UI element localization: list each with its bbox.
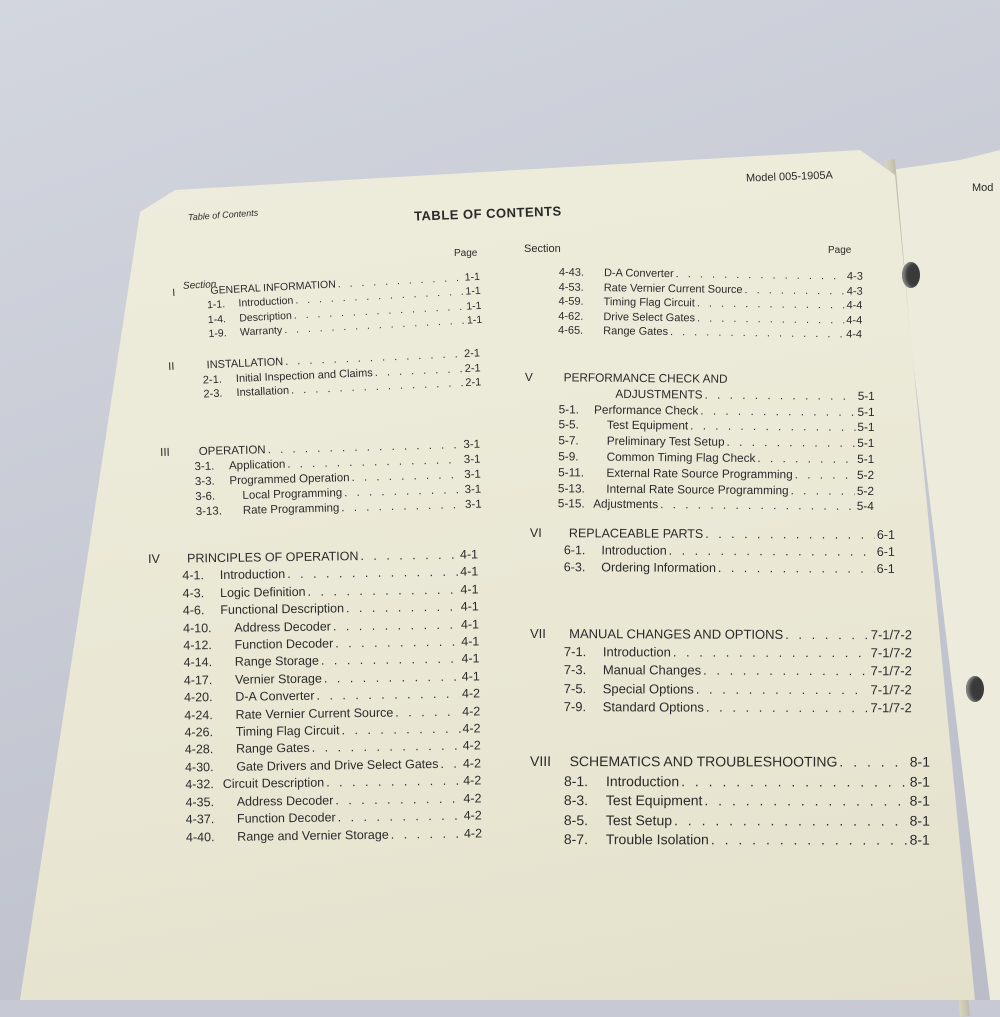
section-column-label-right: Section	[524, 243, 561, 255]
toc-entry	[530, 559, 895, 578]
page-number: 5-1	[858, 404, 875, 420]
entry-title: Programmed Operation	[229, 471, 350, 489]
page-column-label: Page	[454, 248, 477, 259]
page-number: 3-1	[464, 468, 481, 483]
entry-number: 3-3.	[195, 474, 230, 490]
page-number: 4-1	[461, 651, 479, 669]
entry-title: Vernier Storage	[221, 670, 322, 689]
entry-title: MANUAL CHANGES AND OPTIONS	[564, 625, 783, 644]
entry-title: PRINCIPLES OF OPERATION	[182, 548, 359, 568]
entry-title: Circuit Description	[223, 775, 325, 794]
entry-title: D-A Converter	[592, 266, 674, 282]
entry-number: 4-35.	[185, 794, 223, 812]
dot-leader	[333, 616, 459, 635]
entry-title: REPLACEABLE PARTS	[564, 525, 703, 543]
entry-number: 4-6.	[183, 602, 221, 620]
dot-leader	[681, 772, 908, 792]
dot-leader	[321, 651, 460, 670]
entry-title: Test Equipment	[594, 418, 688, 435]
entry-title: Application	[229, 458, 286, 474]
entry-number: 8-7.	[564, 830, 606, 850]
toc-section-group	[524, 265, 863, 343]
entry-number: 7-3.	[564, 662, 603, 680]
page-number: 1-1	[467, 313, 483, 328]
toc-entry	[530, 698, 912, 718]
dot-leader	[673, 644, 869, 663]
entry-title: Address Decoder	[223, 792, 334, 811]
entry-title: Rate Vernier Current Source	[222, 704, 394, 724]
entry-number: 2-1.	[203, 372, 237, 388]
entry-title: Introduction	[601, 542, 666, 559]
page-number: 3-1	[464, 453, 481, 468]
entry-number: 8-5.	[564, 811, 606, 831]
dot-leader	[785, 626, 869, 644]
entry-number: 4-20.	[184, 689, 222, 707]
toc-entry	[530, 772, 930, 792]
entry-title: INSTALLATION	[202, 355, 284, 373]
entry-number: 4-65.	[558, 324, 591, 339]
entry-title: PERFORMANCE CHECK AND	[559, 370, 728, 387]
section-numeral	[169, 383, 203, 384]
binder-hole	[902, 262, 920, 288]
dot-leader	[670, 325, 844, 342]
entry-title: Function Decoder	[223, 810, 336, 829]
dot-leader	[706, 698, 869, 717]
entry-number: 8-1.	[564, 772, 606, 792]
page-number: 4-2	[463, 790, 481, 808]
toc-entry	[530, 661, 912, 681]
page-number: 5-1	[857, 420, 874, 436]
entry-title: D-A Converter	[221, 688, 314, 707]
entry-title: Timing Flag Circuit	[591, 295, 695, 311]
dot-leader	[669, 543, 875, 561]
dot-leader	[726, 435, 855, 452]
section-numeral: VI	[530, 525, 564, 542]
entry-title: Timing Flag Circuit	[222, 722, 340, 741]
page-number: 5-2	[857, 468, 874, 484]
entry-number: 4-17.	[184, 672, 222, 690]
page-number: 4-2	[463, 755, 481, 773]
page-number: 4-1	[460, 546, 478, 564]
entry-number: 1-9.	[208, 325, 240, 341]
page-number: 7-1/7-2	[871, 644, 912, 662]
entry-number: 5-1.	[559, 402, 595, 418]
entry-number: 5-13.	[558, 481, 594, 497]
entry-title: Trouble Isolation	[606, 830, 709, 850]
section-numeral: II	[168, 359, 203, 375]
entry-number: 4-62.	[558, 309, 591, 324]
entry-title: OPERATION	[194, 443, 266, 460]
next-page-model: Mod	[972, 182, 993, 194]
entry-title: Rate Programming	[230, 501, 340, 519]
entry-number: 4-37.	[186, 811, 224, 829]
page-number: 8-1	[910, 811, 930, 831]
dot-leader	[757, 451, 855, 468]
toc-section-heading	[530, 752, 930, 772]
entry-title: Installation	[236, 384, 289, 401]
section-numeral: IV	[148, 551, 182, 569]
page-number: 4-2	[462, 686, 480, 704]
entry-title: External Rate Source Programming	[593, 465, 792, 483]
entry-title: Range Gates	[222, 740, 310, 759]
toc-section-group	[160, 438, 482, 521]
entry-title: Test Setup	[606, 811, 672, 831]
page-number: 4-4	[846, 328, 862, 343]
entry-title: Description	[239, 308, 292, 325]
page-number: 5-2	[857, 483, 874, 499]
page-number: 2-1	[464, 346, 481, 361]
entry-title: Address Decoder	[220, 618, 331, 637]
section-numeral	[170, 397, 204, 398]
toc-entry	[530, 680, 912, 700]
entry-number: 4-43.	[559, 265, 592, 280]
page-number: 4-2	[464, 825, 482, 843]
page-title: TABLE OF CONTENTS	[414, 203, 562, 223]
entry-number: 1-4.	[207, 311, 239, 327]
toc-section-heading	[530, 525, 895, 544]
entry-title: Function Decoder	[221, 635, 334, 654]
section-numeral: III	[160, 445, 194, 461]
entry-title: Performance Check	[594, 402, 698, 419]
dot-leader	[705, 387, 856, 404]
entry-title: ADJUSTMENTS	[594, 386, 703, 403]
page-number: 4-1	[462, 668, 480, 686]
entry-number: 6-3.	[564, 559, 602, 576]
page-number: 6-1	[877, 527, 895, 544]
entry-number: 7-9.	[564, 698, 603, 716]
entry-title: Rate Vernier Current Source	[592, 281, 743, 298]
dot-leader	[316, 686, 460, 705]
page-number: 7-1/7-2	[871, 681, 912, 699]
page-number: 4-2	[463, 738, 481, 756]
page-number: 4-2	[463, 773, 481, 791]
entry-number: 2-3.	[203, 386, 237, 402]
entry-number: 4-53.	[559, 280, 592, 295]
entry-title: Range and Vernier Storage	[223, 826, 388, 846]
entry-number: 4-12.	[183, 637, 221, 655]
entry-title: Test Equipment	[606, 791, 703, 811]
page-number: 4-1	[461, 599, 479, 617]
entry-number: 5-15.	[558, 497, 594, 513]
page-number: 4-4	[846, 313, 862, 328]
entry-title: Special Options	[603, 680, 694, 699]
section-numeral	[161, 470, 195, 471]
toc-section-heading	[525, 370, 875, 389]
dot-leader	[718, 560, 875, 578]
binder-hole	[966, 676, 984, 702]
page-number: 3-1	[463, 438, 480, 453]
section-numeral	[161, 500, 195, 501]
dot-leader	[346, 599, 459, 618]
toc-section-group	[530, 525, 895, 577]
entry-title: Range Storage	[221, 653, 319, 672]
section-numeral	[173, 308, 207, 310]
page-number: 4-3	[847, 284, 863, 299]
toc-entry	[530, 830, 930, 850]
entry-number: 4-10.	[183, 620, 221, 638]
entry-title: Introduction	[220, 566, 286, 584]
section-numeral	[175, 337, 209, 339]
entry-title: Range Gates	[591, 324, 668, 340]
page-number: 4-2	[462, 720, 480, 738]
page-number: 7-1/7-2	[871, 663, 912, 681]
dot-leader	[674, 811, 908, 831]
page-number: 8-1	[910, 792, 930, 812]
page-number: 3-1	[465, 498, 482, 513]
dot-leader	[839, 753, 907, 773]
entry-title: Drive Select Gates	[591, 310, 695, 326]
toc-section-group	[530, 752, 930, 850]
entry-number: 5-5.	[558, 418, 594, 434]
entry-number: 8-3.	[564, 791, 606, 811]
entry-number: 4-1.	[182, 567, 220, 585]
toc-section-heading	[530, 625, 912, 645]
page-number: 4-4	[846, 299, 862, 314]
dot-leader	[703, 662, 869, 681]
page-number: 8-1	[910, 753, 930, 773]
entry-number: 7-1.	[564, 643, 603, 661]
section-numeral	[161, 485, 195, 486]
page-number: 4-3	[847, 269, 863, 284]
entry-title: Introduction	[238, 294, 294, 311]
page-number: 4-1	[461, 633, 479, 651]
entry-number: 4-14.	[183, 654, 221, 672]
entry-title: Local Programming	[230, 486, 343, 504]
entry-title: Preliminary Test Setup	[594, 434, 725, 451]
entry-title: Common Timing Flag Check	[594, 450, 756, 467]
dot-leader	[360, 547, 458, 566]
entry-title: Functional Description	[220, 600, 344, 619]
entry-title: Introduction	[603, 643, 671, 661]
toc-entry	[530, 791, 930, 811]
entry-number: 4-3.	[182, 585, 220, 603]
dot-leader	[744, 283, 844, 299]
page-number: 1-1	[466, 298, 482, 313]
toc-section-group	[148, 546, 482, 846]
dot-leader	[326, 773, 461, 792]
section-numeral: VII	[530, 625, 564, 643]
entry-number: 1-1.	[207, 297, 239, 313]
section-numeral	[174, 323, 208, 325]
entry-title: Manual Changes	[603, 662, 701, 681]
page-number: 4-2	[464, 807, 482, 825]
entry-number: 5-7.	[558, 433, 594, 449]
entry-number: 4-28.	[185, 741, 223, 759]
dot-leader	[440, 756, 461, 774]
entry-title: Warranty	[240, 323, 283, 339]
page-number: 2-1	[465, 375, 482, 390]
page-number: 6-1	[877, 560, 895, 577]
entry-number: 4-26.	[184, 724, 222, 742]
entry-number: 3-1.	[194, 459, 229, 475]
section-numeral: V	[525, 370, 559, 386]
dot-leader	[795, 467, 855, 483]
entry-title: GENERAL INFORMATION	[206, 277, 336, 298]
entry-number: 5-9.	[558, 449, 594, 465]
model-number: Model 005-1905A	[746, 169, 833, 184]
section-numeral	[162, 515, 196, 516]
page-number: 5-1	[857, 452, 874, 468]
section-column-label: Section	[183, 279, 217, 292]
dot-leader	[696, 680, 869, 699]
entry-number: 6-1.	[564, 542, 602, 559]
page-column-label-right: Page	[828, 245, 851, 256]
section-numeral: I	[172, 284, 207, 300]
toc-entry	[530, 810, 930, 830]
entry-number: 4-59.	[558, 295, 591, 310]
dot-leader	[341, 721, 460, 740]
dot-leader	[391, 825, 462, 843]
entry-number: 4-40.	[186, 828, 224, 846]
entry-title: Internal Rate Source Programming	[593, 481, 788, 499]
entry-title: Gate Drivers and Drive Select Gates	[222, 756, 438, 776]
entry-title: Standard Options	[603, 698, 704, 717]
dot-leader	[395, 703, 460, 721]
dot-leader	[791, 483, 855, 499]
page-number: 4-1	[460, 564, 478, 582]
dot-leader	[335, 790, 461, 809]
toc-entry	[530, 643, 912, 663]
dot-leader	[324, 669, 460, 688]
page-number: 1-1	[464, 270, 480, 285]
toc-entry	[524, 496, 874, 515]
page-number: 1-1	[465, 284, 481, 299]
toc-section-group	[524, 370, 875, 515]
dot-leader	[711, 830, 908, 850]
entry-number: 7-5.	[564, 680, 603, 698]
page-number: 4-2	[462, 703, 480, 721]
entry-number: 4-30.	[185, 759, 223, 777]
toc-entry	[530, 542, 895, 561]
page-number: 7-1/7-2	[871, 626, 912, 644]
toc-section-group	[530, 625, 912, 717]
page-number: 4-1	[460, 581, 478, 599]
dot-leader	[341, 498, 463, 516]
entry-title: Introduction	[606, 772, 679, 792]
page-number: 3-1	[464, 483, 481, 498]
page-number: 5-1	[857, 436, 874, 452]
page-number: 8-1	[910, 772, 930, 792]
entry-title: Initial Inspection and Claims	[236, 366, 373, 386]
dot-leader	[335, 634, 459, 653]
dot-leader	[705, 526, 875, 544]
entry-number: 3-13.	[196, 504, 231, 520]
dot-leader	[700, 403, 855, 420]
page-number: 8-1	[910, 831, 930, 851]
entry-title: Logic Definition	[220, 584, 306, 603]
entry-title: SCHEMATICS AND TROUBLESHOOTING	[564, 752, 837, 772]
page-number: 4-1	[461, 616, 479, 634]
dot-leader	[338, 808, 462, 827]
running-header: Table of Contents	[188, 208, 259, 223]
entry-number: 4-24.	[184, 707, 222, 725]
entry-number: 3-6.	[195, 489, 230, 505]
entry-title: Ordering Information	[601, 559, 716, 576]
dot-leader	[307, 581, 458, 601]
dot-leader	[660, 498, 855, 515]
dot-leader	[704, 791, 907, 811]
page-number: 7-1/7-2	[870, 699, 911, 717]
section-numeral: VIII	[530, 752, 564, 772]
entry-title: Adjustments	[593, 497, 658, 513]
page-number: 5-1	[858, 389, 875, 405]
page-number: 5-4	[857, 499, 874, 515]
dot-leader	[690, 419, 855, 436]
page-number: 2-1	[464, 361, 481, 376]
dot-leader	[312, 738, 461, 757]
entry-number: 5-11.	[558, 465, 594, 481]
entry-number: 4-32.	[185, 776, 223, 794]
page-number: 6-1	[877, 544, 895, 561]
